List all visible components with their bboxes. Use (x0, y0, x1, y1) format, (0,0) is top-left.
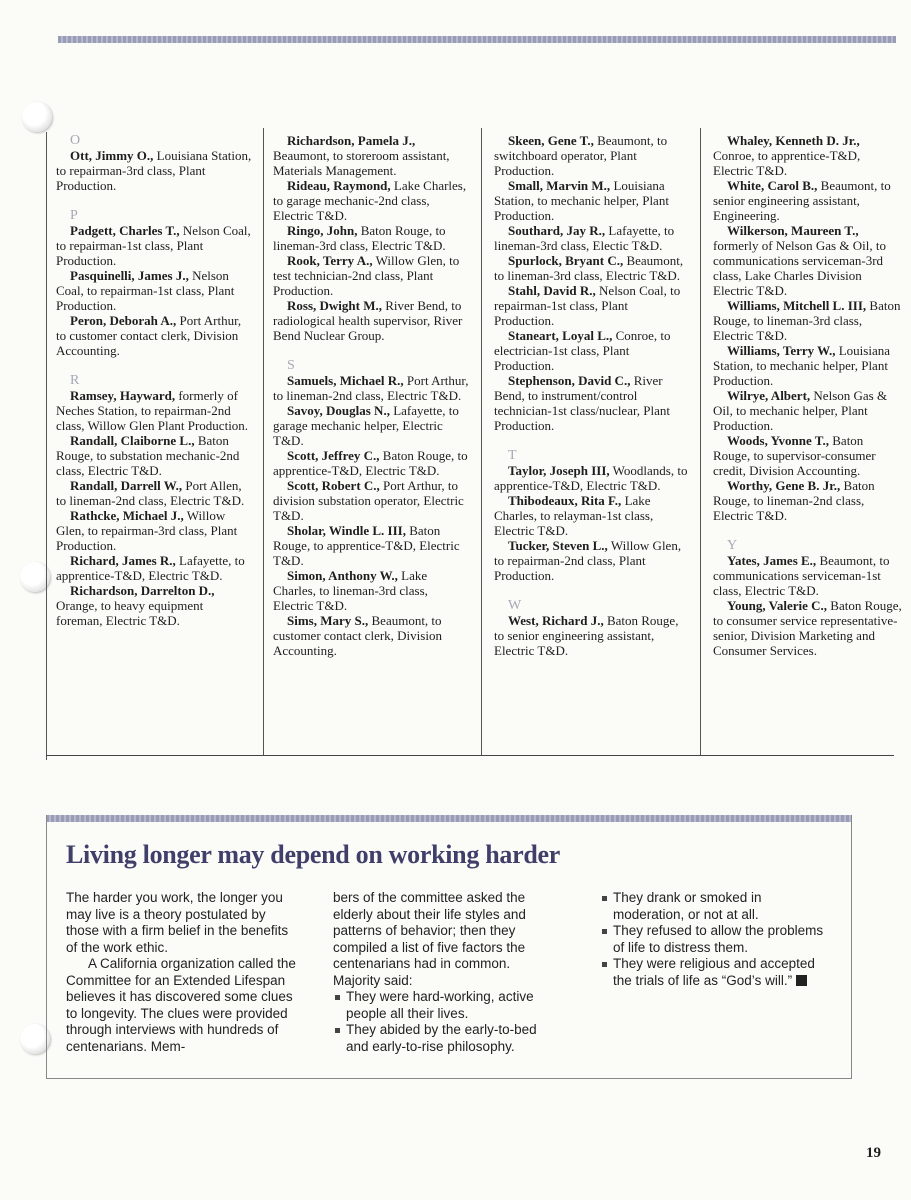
article-column-1 (66, 890, 302, 1055)
section-letter: T (508, 448, 517, 463)
promotion-entry (273, 298, 471, 343)
bullet-item-text: They were religious and accepted the trials of life as “God’s will.” (613, 956, 815, 988)
article-column-2 (333, 890, 559, 1055)
promotion-entry (494, 328, 690, 373)
promotion-detail: Beaumont, to lineman-3rd class, Electric T&D. (494, 253, 684, 283)
majority-said-label: Majority said: (333, 972, 413, 988)
employee-name: Richardson, Darrelton D., (70, 583, 215, 598)
page-number: 19 (866, 1145, 881, 1161)
top-decorative-rule (58, 36, 896, 43)
bullet-item-last (600, 956, 832, 989)
promotion-detail: Beaumont, to switchboard operator, Plant Production. (494, 133, 668, 178)
promotion-detail: Nelson Gas & Oil, to mechanic helper, Plant Production. (713, 388, 888, 433)
promotion-entry (713, 478, 903, 523)
bullet-item: They refused to allow the problems of life to distress them. (600, 923, 832, 956)
promotion-entry (56, 553, 252, 583)
promotion-detail: Woodlands, to apprentice-T&D, Electric T&D. (494, 463, 688, 493)
promotion-detail: Baton Rouge, to senior engineering assistant, Electric T&D. (494, 613, 679, 658)
employee-name: Samuels, Michael R., (287, 373, 404, 388)
article-paragraph-1: The harder you work, the longer you may live is a theory postulated by those with a firm belief in the benefits of the work ethic. (66, 890, 289, 955)
promotion-detail: Port Allen, to lineman-2nd class, Electric T&D. (56, 478, 245, 508)
employee-name: Worthy, Gene B. Jr., (727, 478, 841, 493)
promotion-detail: Baton Rouge, to apprentice-T&D, Electric T&D. (273, 523, 460, 568)
employee-name: Wilrye, Albert, (727, 388, 811, 403)
section-letter: S (287, 358, 295, 373)
promotion-entry (713, 598, 903, 658)
promotion-detail: Lafayette, to apprentice-T&D, Electric T&D. (56, 553, 245, 583)
promotion-detail: Baton Rouge, to lineman-2nd class, Electric T&D. (713, 478, 875, 523)
employee-name: Stahl, David R., (508, 283, 596, 298)
section-letter: P (70, 208, 78, 223)
employee-name: Savoy, Douglas N., (287, 403, 390, 418)
promotion-detail: Port Arthur, to division substation operator, Electric T&D. (273, 478, 464, 523)
promotion-detail: Baton Rouge, to lineman-3rd class, Electric T&D. (273, 223, 446, 253)
employee-name: Wilkerson, Maureen T., (727, 223, 859, 238)
promotion-column-2 (273, 133, 471, 658)
promotion-entry (494, 373, 690, 433)
column-divider-3 (700, 128, 701, 755)
promotion-detail: Conroe, to apprentice-T&D, Electric T&D. (713, 148, 861, 178)
employee-name: Randall, Darrell W., (70, 478, 183, 493)
bullet-item: They abided by the early-to-bed and early-to-rise philosophy. (333, 1022, 559, 1055)
promotion-entry (713, 343, 903, 388)
binder-hole-top (22, 102, 52, 132)
promotion-detail: Louisiana Station, to mechanic helper, Plant Production. (713, 343, 890, 388)
promotion-detail: Lake Charles, to relayman-1st class, Electric T&D. (494, 493, 654, 538)
promotion-entry (273, 178, 471, 223)
employee-name: Ross, Dwight M., (287, 298, 382, 313)
employee-name: Spurlock, Bryant C., (508, 253, 624, 268)
employee-name: Randall, Claiborne L., (70, 433, 195, 448)
promotion-detail: Willow Glen, to repairman-2nd class, Plant Production. (494, 538, 682, 583)
promotion-entry (713, 553, 903, 598)
bullet-item: They drank or smoked in moderation, or not at all. (600, 890, 832, 923)
employee-name: Ringo, John, (287, 223, 358, 238)
promotion-detail: Beaumont, to customer contact clerk, Division Accounting. (273, 613, 442, 658)
employee-name: Williams, Mitchell L. III, (727, 298, 867, 313)
promotion-detail: River Bend, to instrument/control technician-1st class/nuclear, Plant Production. (494, 373, 671, 433)
promotion-detail: Baton Rouge, to lineman-3rd class, Electric T&D. (713, 298, 901, 343)
employee-name: Taylor, Joseph III, (508, 463, 610, 478)
listing-frame-bottom (46, 755, 894, 756)
employee-name: Richard, James R., (70, 553, 176, 568)
employee-name: Scott, Jeffrey C., (287, 448, 380, 463)
employee-name: Sholar, Windle L. III, (287, 523, 406, 538)
promotion-entry (494, 613, 690, 658)
employee-name: Padgett, Charles T., (70, 223, 180, 238)
promotion-detail: River Bend, to radiological health supervisor, River Bend Nuclear Group. (273, 298, 463, 343)
section-letter: W (508, 598, 522, 613)
article-column-3 (600, 890, 832, 989)
promotion-entry (56, 268, 252, 313)
promotion-entry (494, 283, 690, 328)
employee-name: Whaley, Kenneth D. Jr., (727, 133, 860, 148)
promotion-entry (273, 223, 471, 253)
promotion-detail: Conroe, to electrician-1st class, Plant Production. (494, 328, 671, 373)
section-letter: Y (727, 538, 738, 553)
promotion-detail: Nelson Coal, to repairman-1st class, Plant Production. (56, 268, 235, 313)
employee-name: Southard, Jay R., (508, 223, 606, 238)
promotion-entry (713, 223, 903, 298)
bullet-item: They were hard-working, active people all their lives. (333, 989, 559, 1022)
employee-name: White, Carol B., (727, 178, 818, 193)
promotion-entry (713, 133, 903, 178)
promotion-detail: Port Arthur, to lineman-2nd class, Electric T&D. (273, 373, 469, 403)
promotion-entry (273, 373, 471, 403)
employee-name: Richardson, Pamela J., (287, 133, 416, 148)
employee-name: Rathcke, Michael J., (70, 508, 184, 523)
promotion-entry (273, 478, 471, 523)
column-divider-2 (481, 128, 482, 755)
promotion-detail: Port Arthur, to customer contact clerk, Division Accounting. (56, 313, 242, 358)
promotion-entry (494, 223, 690, 253)
promotion-entry (494, 463, 690, 493)
promotion-detail: Willow Glen, to repairman-3rd class, Plant Production. (56, 508, 238, 553)
employee-name: Peron, Deborah A., (70, 313, 177, 328)
promotion-entry (273, 448, 471, 478)
promotion-detail: Baton Rouge, to consumer service representative-senior, Division Marketing and Consumer Services. (713, 598, 902, 658)
promotion-detail: Lafayette, to garage mechanic helper, Electric T&D. (273, 403, 459, 448)
employee-name: Ott, Jimmy O., (70, 148, 154, 163)
promotion-column-4 (713, 133, 903, 658)
promotion-entry (273, 133, 471, 178)
promotion-detail: Beaumont, to storeroom assistant, Materials Management. (273, 148, 450, 178)
promotion-detail: Willow Glen, to test technician-2nd class, Plant Production. (273, 253, 460, 298)
promotion-entry (494, 178, 690, 223)
employee-name: Rideau, Raymond, (287, 178, 391, 193)
promotion-entry (56, 478, 252, 508)
promotion-detail: Baton Rouge, to apprentice-T&D, Electric T&D. (273, 448, 468, 478)
section-letter: R (70, 373, 80, 388)
employee-name: Skeen, Gene T., (508, 133, 594, 148)
employee-name: West, Richard J., (508, 613, 604, 628)
promotion-entry (56, 583, 252, 628)
promotion-entry (273, 613, 471, 658)
employee-name: Scott, Robert C., (287, 478, 380, 493)
promotion-entry (56, 223, 252, 268)
employee-name: Williams, Terry W., (727, 343, 836, 358)
employee-name: Young, Valerie C., (727, 598, 828, 613)
promotion-entry (56, 148, 252, 193)
promotion-entry (494, 133, 690, 178)
promotion-column-3 (494, 133, 690, 658)
article-paragraph-2-end: bers of the committee asked the elderly about their life styles and patterns of behavior; then they compiled a list of five factors the centenarians had in common. (333, 890, 526, 971)
employee-name: Thibodeaux, Rita F., (508, 493, 622, 508)
promotion-entry (494, 253, 690, 283)
column-divider-1 (263, 128, 264, 755)
article-paragraph-2-start: A California organization called the Committee for an Extended Lifespan believes it has discovered some clues to longevity. The clues were provided through interviews with hundreds of centenarians. Mem- (66, 956, 296, 1054)
employee-name: Rook, Terry A., (287, 253, 373, 268)
promotion-entry (273, 253, 471, 298)
employee-name: Pasquinelli, James J., (70, 268, 189, 283)
employee-name: Ramsey, Hayward, (70, 388, 176, 403)
listing-frame-left (46, 132, 47, 760)
employee-name: Simon, Anthony W., (287, 568, 398, 583)
promotion-detail: Orange, to heavy equipment foreman, Electric T&D. (56, 598, 204, 628)
promotion-entry (494, 538, 690, 583)
promotion-detail: Baton Rouge, to substation mechanic-2nd class, Electric T&D. (56, 433, 240, 478)
promotion-entry (273, 568, 471, 613)
promotion-entry (494, 493, 690, 538)
article-headline: Living longer may depend on working harder (66, 840, 560, 869)
employee-name: Sims, Mary S., (287, 613, 369, 628)
employee-name: Stephenson, David C., (508, 373, 631, 388)
promotion-detail: Beaumont, to senior engineering assistant, Engineering. (713, 178, 891, 223)
end-mark-icon (796, 975, 807, 986)
promotion-entry (713, 178, 903, 223)
employee-name: Woods, Yvonne T., (727, 433, 829, 448)
promotion-detail: Beaumont, to communications serviceman-1st class, Electric T&D. (713, 553, 890, 598)
promotion-entry (713, 298, 903, 343)
promotion-detail: Nelson Coal, to repairman-1st class, Plant Production. (56, 223, 251, 268)
employee-name: Tucker, Steven L., (508, 538, 608, 553)
promotion-entry (56, 388, 252, 433)
promotion-detail: Louisiana Station, to mechanic helper, Plant Production. (494, 178, 669, 223)
promotion-detail: Nelson Coal, to repairman-1st class, Plant Production. (494, 283, 681, 328)
promotion-detail: Baton Rouge, to supervisor-consumer credit, Division Accounting. (713, 433, 876, 478)
employee-name: Staneart, Loyal L., (508, 328, 613, 343)
promotion-entry (273, 523, 471, 568)
promotion-entry (273, 403, 471, 448)
employee-name: Yates, James E., (727, 553, 817, 568)
promotion-entry (713, 433, 903, 478)
promotion-column-1 (56, 133, 252, 628)
promotion-detail: Lafayette, to lineman-3rd class, Electic T&D. (494, 223, 675, 253)
promotion-detail: formerly of Neches Station, to repairman-2nd class, Willow Glen Plant Production. (56, 388, 249, 433)
promotion-entry (56, 508, 252, 553)
promotion-entry (713, 388, 903, 433)
promotion-detail: Lake Charles, to lineman-3rd class, Electric T&D. (273, 568, 428, 613)
section-letter: O (70, 133, 81, 148)
promotion-entry (56, 313, 252, 358)
promotion-detail: Lake Charles, to garage mechanic-2nd class, Electric T&D. (273, 178, 467, 223)
promotion-entry (56, 433, 252, 478)
promotion-detail: formerly of Nelson Gas & Oil, to communications serviceman-3rd class, Lake Charles Division Electric T&D. (713, 238, 886, 298)
promotion-detail: Louisiana Station, to repairman-3rd class, Plant Production. (56, 148, 252, 193)
employee-name: Small, Marvin M., (508, 178, 611, 193)
